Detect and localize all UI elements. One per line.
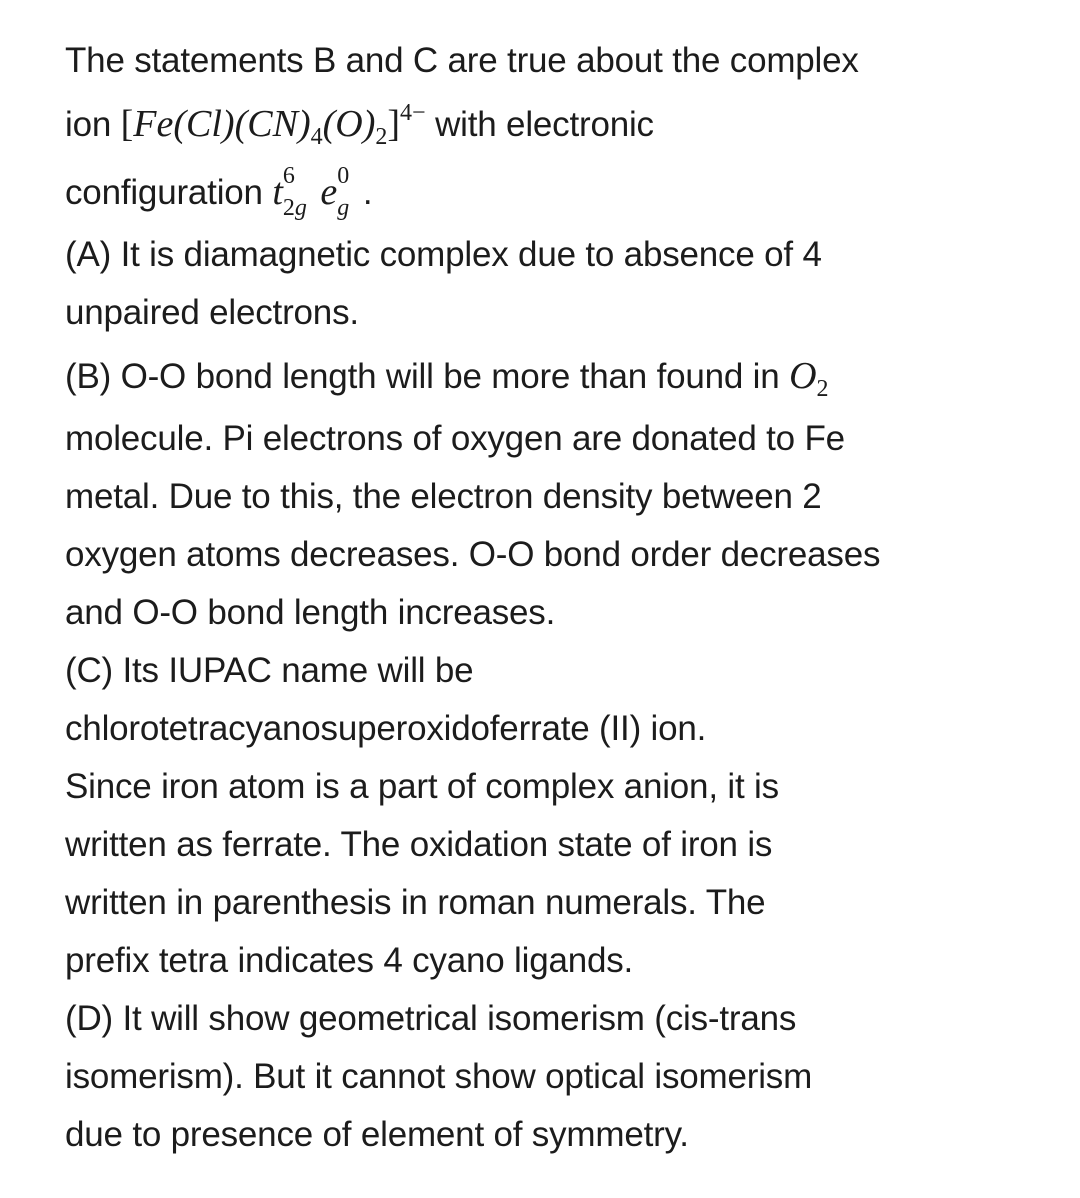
config-e-sup: 0 [337,163,350,189]
statement-c-line-5: written in parenthesis in roman numerals. The [65,883,766,922]
statement-d-line-2: isomerism). But it cannot show optical isomerism [65,1057,813,1096]
config-e-scripts [337,163,353,221]
formula-close-bracket: ] [387,103,401,145]
intro-line-3-suffix: . [362,173,373,212]
config-t-letter: t [272,171,283,213]
complex-ion-formula [120,100,426,150]
statement-d-line-3: due to presence of element of symmetry. [65,1115,689,1154]
config-e-sub [337,196,349,220]
config-t-sub [283,196,307,220]
config-e-sub-var: g [337,195,350,221]
formula-fe: Fe [133,103,174,145]
config-t-sup: 6 [282,163,295,189]
electronic-configuration-formula [272,163,353,221]
statement-d-line-1: (D) It will show geometrical isomerism (cis-trans [65,999,797,1038]
statement-c-line-2: chlorotetracyanosuperoxidoferrate (II) ion. [65,709,707,748]
statement-b-line-3: metal. Due to this, the electron density between 2 [65,477,822,516]
formula-charge: 4− [400,100,426,126]
statement-b-line-1 [65,342,1025,410]
statement-b-line-1-text: (B) O-O bond length will be more than found in [65,357,780,396]
config-t-sub-num: 2 [282,195,295,221]
o2-sub: 2 [816,376,829,402]
formula-cn-count: 4 [310,124,323,150]
formula-open-bracket: [ [120,103,134,145]
intro-line-2-suffix: with electronic [435,105,654,144]
statement-b-line-2: molecule. Pi electrons of oxygen are donated to Fe [65,419,845,458]
intro-line-2 [65,90,1025,158]
config-e-letter: e [320,171,338,213]
formula-cl-group: (Cl) [173,103,235,145]
statement-a-line-1: (A) It is diamagnetic complex due to absence of 4 [65,235,822,274]
o2-letter: O [789,355,817,397]
intro-line-3 [65,158,1025,226]
formula-cn-group: (CN) [234,103,311,145]
statement-b-line-4: oxygen atoms decreases. O-O bond order decreases [65,535,881,574]
solution-text [65,32,1025,1164]
formula-o-group: (O) [322,103,376,145]
statement-b-line-5: and O-O bond length increases. [65,593,556,632]
config-t-sub-var: g [294,195,307,221]
statement-c-line-6: prefix tetra indicates 4 cyano ligands. [65,941,634,980]
formula-o-count: 2 [375,124,388,150]
statement-c-line-1: (C) Its IUPAC name will be [65,651,474,690]
intro-line-2-prefix: ion [65,105,112,144]
config-t-scripts [282,163,311,221]
intro-line-1: The statements B and C are true about the complex [65,41,859,80]
o2-formula [789,355,829,402]
statement-c-line-4: written as ferrate. The oxidation state of iron is [65,825,773,864]
statement-a-line-2: unpaired electrons. [65,293,359,332]
intro-line-3-prefix: configuration [65,173,263,212]
statement-c-line-3: Since iron atom is a part of complex anion, it is [65,767,779,806]
